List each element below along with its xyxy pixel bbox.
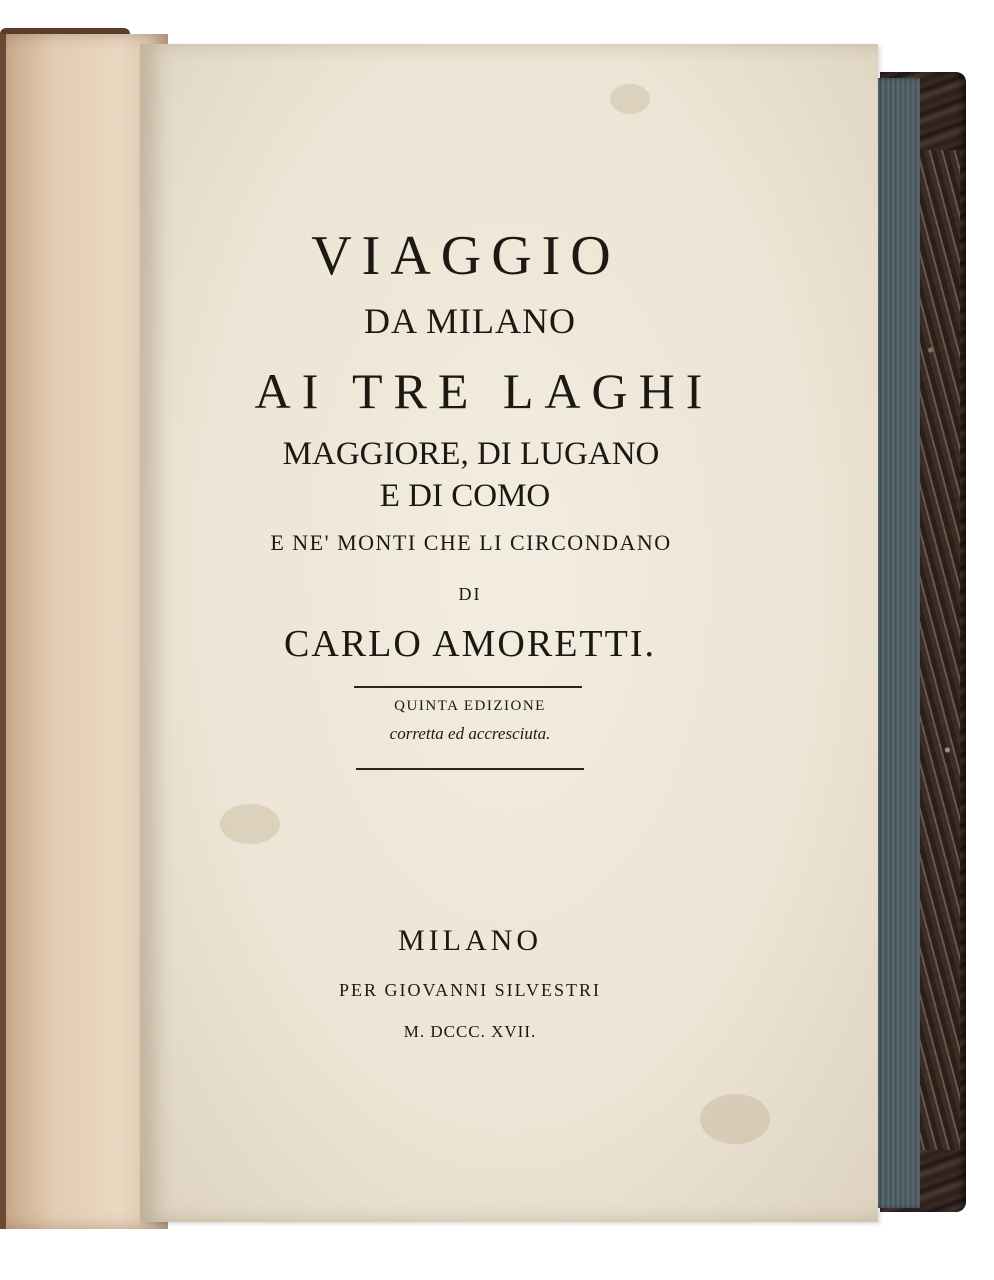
edition-label: QUINTA EDIZIONE — [394, 698, 546, 714]
title-line-2: DA MILANO — [364, 301, 576, 341]
title-page — [140, 44, 878, 1222]
foxing-spot — [220, 804, 280, 844]
title-line-1: VIAGGIO — [311, 225, 621, 287]
title-line-3: AI TRE LAGHI — [254, 363, 714, 419]
author-name: CARLO AMORETTI. — [284, 623, 656, 665]
imprint-city: MILANO — [398, 924, 542, 957]
title-line-5: E DI COMO — [379, 478, 551, 514]
divider-top — [354, 686, 582, 688]
by-line: DI — [458, 584, 482, 604]
divider-bottom — [356, 768, 584, 770]
imprint-printer: PER GIOVANNI SILVESTRI — [338, 980, 602, 1000]
title-line-4: MAGGIORE, DI LUGANO — [282, 436, 660, 472]
marbled-board — [918, 150, 960, 1150]
title-line-6: E NE' MONTI CHE LI CIRCONDANO — [270, 530, 672, 555]
foxing-spot — [610, 84, 650, 114]
edition-note: corretta ed accresciuta. — [389, 724, 551, 743]
imprint-year: M. DCCC. XVII. — [403, 1022, 537, 1041]
foxing-spot — [700, 1094, 770, 1144]
